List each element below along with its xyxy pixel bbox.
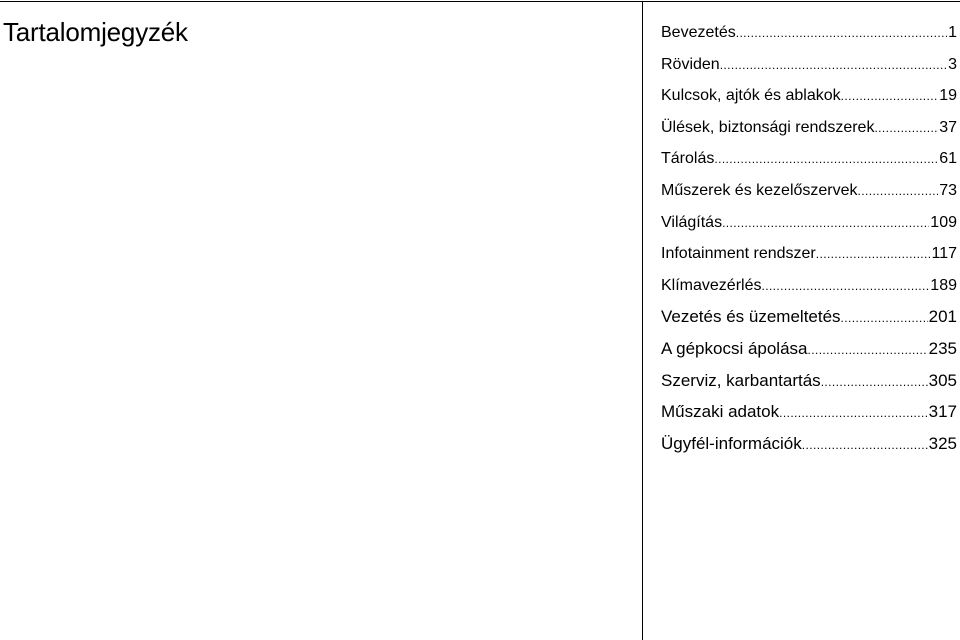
dot-leader: [714, 144, 938, 176]
toc-entry-page: 325: [928, 433, 957, 453]
toc-entry-infotainment[interactable]: [661, 238, 957, 270]
toc-entry-title: Világítás: [661, 213, 723, 231]
toc-entry-page: 189: [930, 276, 957, 294]
toc-entry-title: Műszerek és kezelőszervek: [661, 181, 858, 199]
dot-leader: [761, 271, 929, 303]
toc-entry-title: Infotainment rendszer: [661, 245, 816, 263]
dot-leader: [736, 18, 947, 50]
toc-entry-title: Szerviz, karbantartás: [661, 370, 821, 390]
toc-entry-vilagitas[interactable]: [661, 207, 957, 239]
toc-entry-muszerek[interactable]: [661, 175, 957, 207]
toc-entry-title: Tárolás: [661, 150, 715, 168]
toc-entry-page: 305: [928, 370, 957, 390]
toc-entry-roviden[interactable]: [661, 49, 957, 81]
dot-leader: [858, 176, 939, 208]
toc-entry-page: 3: [948, 55, 957, 73]
toc-entry-gepkocsi-apolasa[interactable]: [661, 333, 957, 365]
toc-entry-szerviz[interactable]: [661, 365, 957, 397]
toc-entry-ulesek[interactable]: [661, 112, 957, 144]
toc-entry-klimavezerles[interactable]: [661, 270, 957, 302]
dot-leader: [720, 50, 947, 82]
toc-entry-title: Klímavezérlés: [661, 276, 762, 294]
toc-entry-page: 1: [948, 24, 957, 41]
dot-leader: [816, 239, 931, 271]
toc-entry-page: 19: [939, 87, 957, 105]
toc-entry-muszaki-adatok[interactable]: [661, 396, 957, 428]
toc-entry-page: 37: [939, 118, 957, 136]
top-rule: [0, 1, 960, 2]
toc-entry-ugyfel-informaciok[interactable]: [661, 428, 957, 460]
toc-entry-title: Röviden: [661, 55, 720, 73]
toc-entry-page: 61: [939, 150, 957, 168]
toc-entry-page: 73: [939, 181, 957, 199]
dot-leader: [722, 208, 929, 240]
dot-leader: [821, 367, 928, 399]
toc-entry-title: Ülések, biztonsági rendszerek: [661, 118, 875, 136]
toc-entry-tarolas[interactable]: [661, 143, 957, 175]
toc-entry-page: 317: [928, 402, 957, 422]
dot-leader: [779, 398, 928, 430]
toc-entry-page: 109: [930, 213, 957, 231]
dot-leader: [802, 430, 928, 462]
toc-entry-page: 117: [931, 245, 957, 263]
toc-entry-kulcsok[interactable]: [661, 80, 957, 112]
toc-entry-title: Ügyfél-információk: [661, 433, 802, 453]
toc-entry-bevezetes[interactable]: [661, 17, 957, 49]
dot-leader: [841, 303, 928, 335]
toc-entry-title: Bevezetés: [661, 24, 736, 41]
table-of-contents: [661, 17, 957, 459]
dot-leader: [808, 335, 928, 367]
toc-entry-title: Műszaki adatok: [661, 402, 780, 422]
column-divider: [642, 1, 643, 640]
toc-entry-page: 201: [928, 307, 957, 327]
toc-entry-vezetes[interactable]: [661, 301, 957, 333]
toc-entry-title: A gépkocsi ápolása: [661, 338, 808, 358]
page-title: Tartalomjegyzék: [3, 17, 188, 47]
dot-leader: [841, 81, 939, 113]
toc-entry-title: Kulcsok, ajtók és ablakok: [661, 87, 841, 105]
toc-entry-page: 235: [928, 338, 957, 358]
dot-leader: [874, 113, 938, 145]
toc-entry-title: Vezetés és üzemeltetés: [661, 307, 841, 327]
